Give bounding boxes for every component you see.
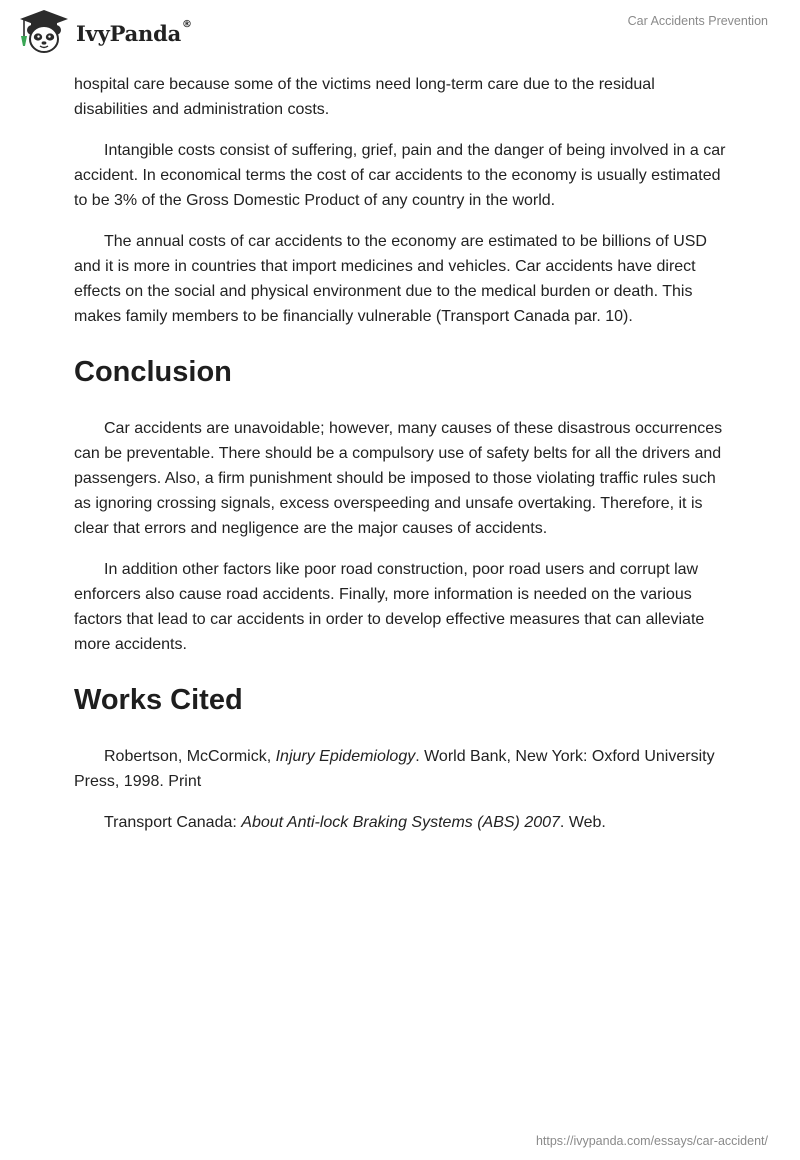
source-url-link[interactable]: https://ivypanda.com/essays/car-accident/ (535, 1134, 768, 1148)
citation-item: Robertson, McCormick, Injury Epidemiology. World Bank, New York: Oxford University Press, 1998. Print (74, 748, 715, 790)
works-cited-heading: Works Cited (74, 684, 243, 716)
document-title: Car Accidents Prevention (627, 14, 768, 28)
page-header (0, 0, 800, 66)
conclusion-heading: Conclusion (74, 356, 232, 388)
citation-item: Transport Canada: About Anti-lock Braking Systems (ABS) 2007. Web. (104, 814, 606, 831)
brand-name: IvyPanda® (76, 18, 192, 46)
paragraph-conclusion-2: In addition other factors like poor road construction, poor road users and corrupt law enforcers also cause road accidents. Finally, more information is needed on the various factors that lead to car accidents in order to develop effective measures that can alleviate more accidents. (74, 561, 705, 653)
ivypanda-logo[interactable] (14, 8, 192, 54)
paragraph-conclusion-1: Car accidents are unavoidable; however, many causes of these disastrous occurrences can be preventable. There should be a compulsory use of safety belts for all the drivers and passengers. Also, a firm punishment should be imposed to those violating traffic rules such as ignoring crossing signals, excess overspeeding and unsafe overtaking. Therefore, it is clear that errors and negligence are the major causes of accidents. (74, 420, 723, 537)
panda-graduate-icon (14, 8, 74, 54)
paragraph-annual-costs: The annual costs of car accidents to the economy are estimated to be billions of USD and it is more in countries that import medicines and vehicles. Car accidents have direct effects on the social and physical environment due to the medical burden or death. This makes family members to be financially vulnerable (Transport Canada par. 10). (74, 233, 707, 325)
paragraph-intangible-costs: Intangible costs consist of suffering, grief, pain and the danger of being involved in a car accident. In economical terms the cost of car accidents to the economy is usually estimated to be 3% of the Gross Domestic Product of any country in the world. (74, 142, 726, 209)
paragraph-continued: hospital care because some of the victims need long-term care due to the residual disabilities and administration costs. (74, 76, 655, 118)
essay-content (74, 72, 726, 851)
